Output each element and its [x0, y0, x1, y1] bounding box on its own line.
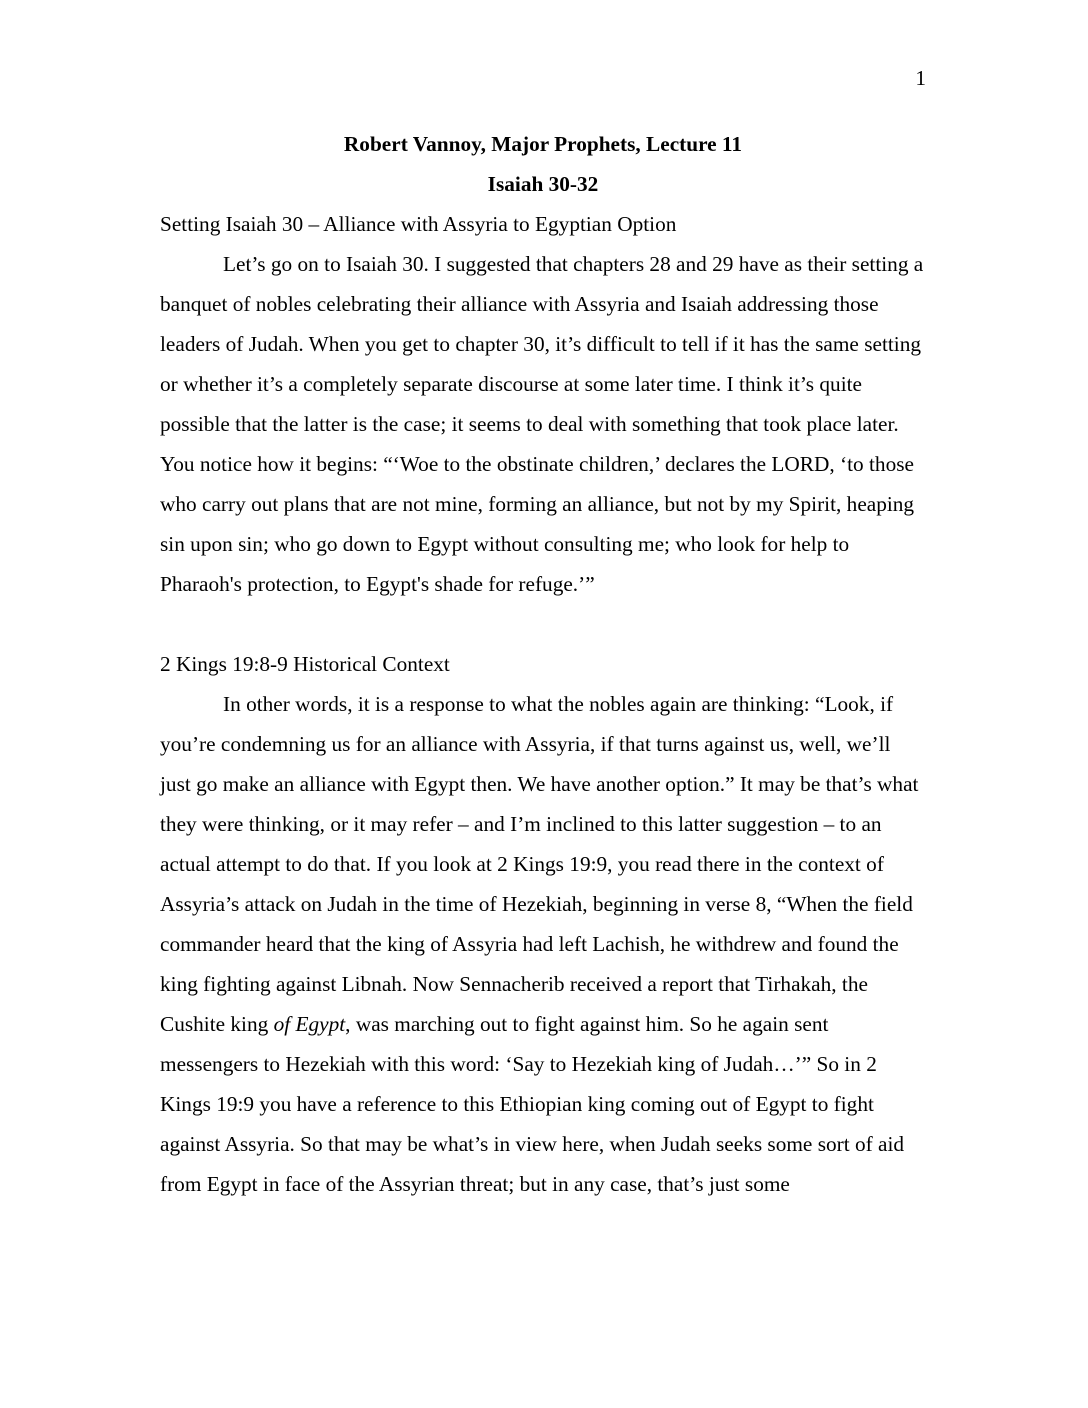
- section-heading-2-kings-historical-context: 2 Kings 19:8-9 Historical Context: [160, 652, 450, 676]
- page-number: 1: [915, 66, 926, 90]
- paragraph-2-kings-part-1: In other words, it is a response to what the nobles again are thinking: “Look, if you’re condemning us for an alliance with Assyria, if that turns against us, well, we’ll just go make an alliance with Egypt then. We have another option.” It may be that’s what they were thinking, or it may refer – and I’m inclined to this latter suggestion – to an actual attempt to do that. If you look at 2 Kings 19:9, you read there in the context of Assyria’s attack on Judah in the time of Hezekiah, beginning in verse 8, “When the field commander heard that the king of Assyria had left Lachish, he withdrew and found the king fighting against Libnah. Now Sennacherib received a report that Tirhakah, the Cushite king: [160, 692, 919, 1036]
- section-heading-setting-isaiah-30: Setting Isaiah 30 – Alliance with Assyria to Egyptian Option: [160, 212, 677, 236]
- document-title: Robert Vannoy, Major Prophets, Lecture 11: [343, 132, 743, 156]
- paragraph-2-kings-italic-of-egypt: of Egypt: [273, 1012, 346, 1036]
- paragraph-2-kings: [160, 684, 926, 1204]
- paragraph-2-kings-part-2: , was marching out to fight against him. So he again sent messengers to Hezekiah with this word: ‘Say to Hezekiah king of Judah…’” So in 2 Kings 19:9 you have a reference to this Ethiopian king coming out of Egypt to fight against Assyria. So that may be what’s in view here, when Judah seeks some sort of aid from Egypt in face of the Assyrian threat; but in any case, that’s just some: [160, 1012, 905, 1196]
- title-block: [160, 124, 926, 204]
- document-subtitle: Isaiah 30-32: [487, 172, 599, 196]
- paragraph-isaiah-30: Let’s go on to Isaiah 30. I suggested that chapters 28 and 29 have as their setting a banquet of nobles celebrating their alliance with Assyria and Isaiah addressing those leaders of Judah. When you get to chapter 30, it’s difficult to tell if it has the same setting or whether it’s a completely separate discourse at some later time. I think it’s quite possible that the latter is the case; it seems to deal with something that took place later. You notice how it begins: “‘Woe to the obstinate children,’ declares the LORD, ‘to those who carry out plans that are not mine, forming an alliance, but not by my Spirit, heaping sin upon sin; who go down to Egypt without consulting me; who look for help to Pharaoh's protection, to Egypt's shade for refuge.’”: [160, 252, 924, 596]
